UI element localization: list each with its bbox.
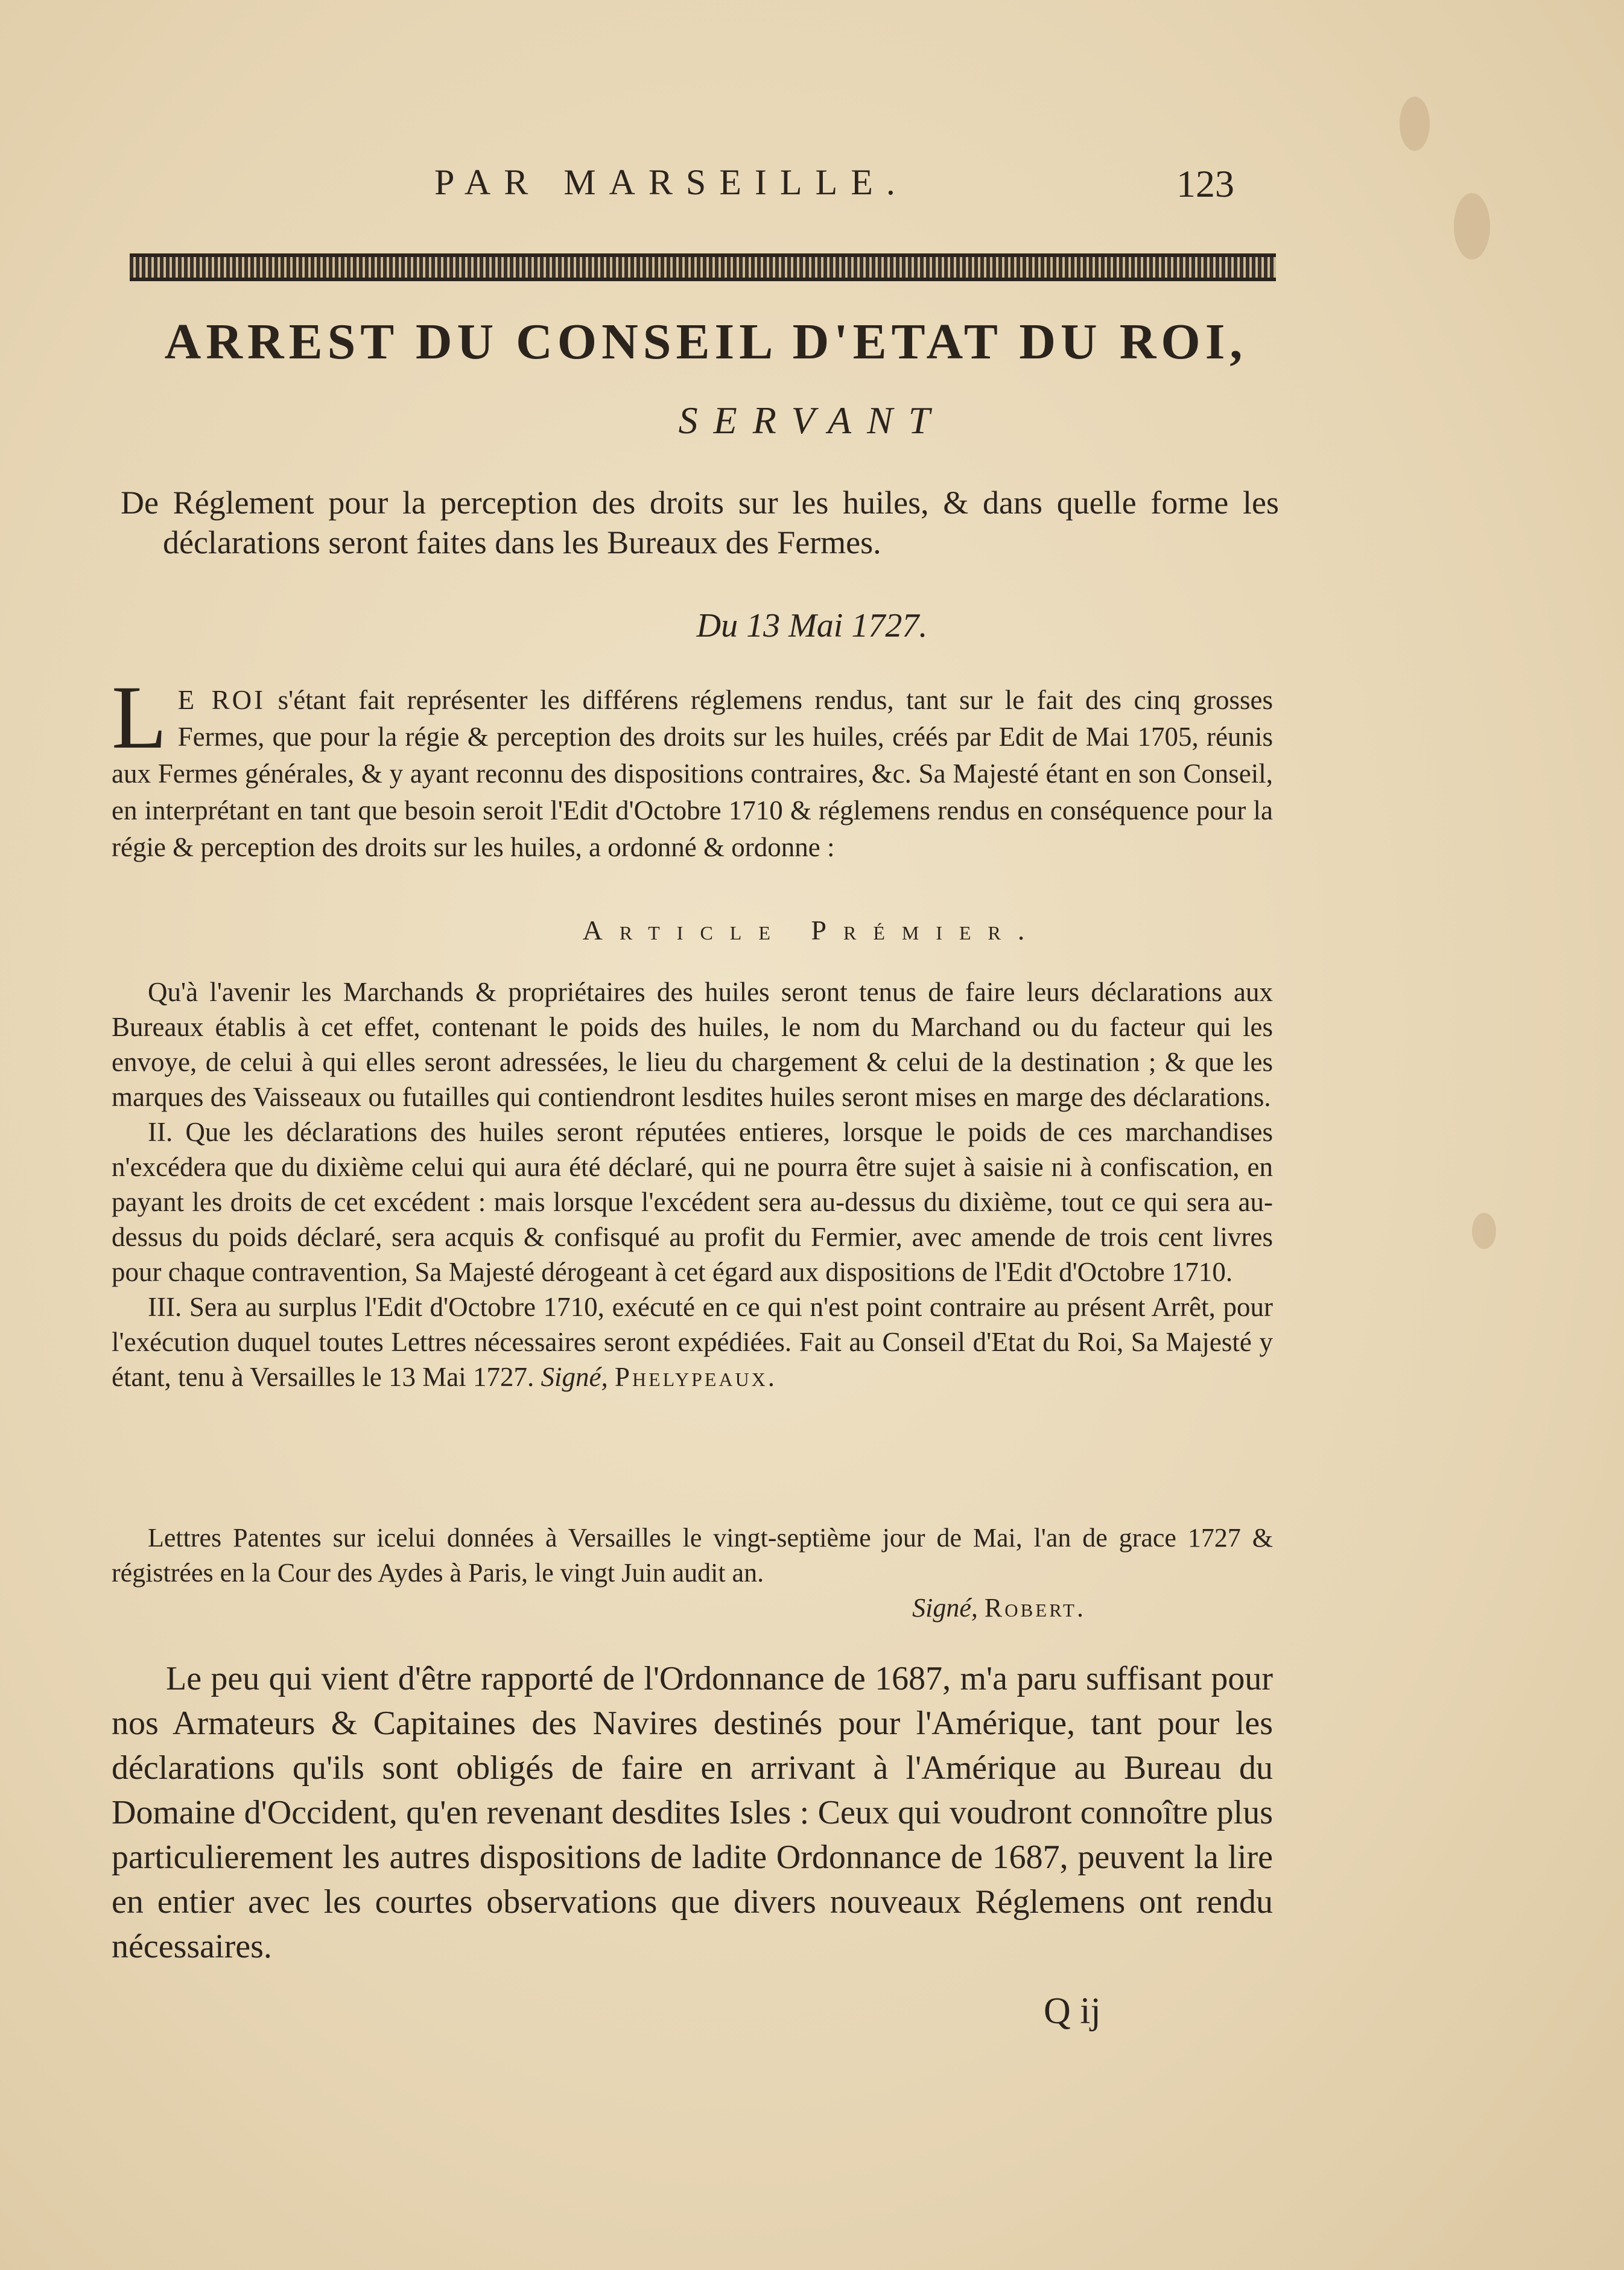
running-head: PAR MARSEILLE. <box>434 162 909 202</box>
paper-stain <box>1400 97 1430 151</box>
signed-label: Signé, <box>912 1593 978 1623</box>
closing-paragraph: Le peu qui vient d'être rapporté de l'Ordonnance de 1687, m'a paru suffisant pour nos Armateurs & Capitaines des Navires destinés pour l'Amérique, tant pour les déclarations qu'ils sont obligés de faire en arrivant à l'Amérique au Bureau du Domaine d'Occident, qu'en revenant desdites Isles : Ceux qui voudront connoître plus particulierement les autres dispositions de ladite Ordonnance de 1687, peuvent la lire en entier avec les courtes observations que divers nouveaux Réglemens ont rendu nécessaires. <box>112 1660 1273 1965</box>
signed-label: Signé, <box>541 1362 608 1392</box>
drop-cap: L <box>112 667 167 768</box>
paper-stain <box>1472 1213 1496 1249</box>
document-date: Du 13 Mai 1727. <box>696 607 928 644</box>
articles-section <box>112 974 1273 1394</box>
preamble-paragraph <box>112 667 1273 866</box>
signer-name: Phelypeaux. <box>614 1362 778 1392</box>
description-rest: quelle forme les déclarations seront faites dans les Bureaux des Fermes. <box>163 485 1280 561</box>
page-number: 123 <box>1176 162 1234 205</box>
article-paragraph <box>112 1289 1273 1394</box>
letters-signature <box>112 1591 1273 1626</box>
article-heading: Article Prémier. <box>582 915 1042 946</box>
signer-name: Robert. <box>984 1593 1086 1623</box>
ornamental-rule <box>130 253 1276 281</box>
preamble-text: s'étant fait représenter les différens réglemens rendus, tant sur le fait des cinq grosses Fermes, que pour la régie & perception des droits sur les huiles, créés par Edit de Mai 1705, réunis aux Fermes générales, & y ayant reconnu des dispositions contraires, &c. Sa Majesté étant en son Conseil, en interprétant en tant que besoin seroit l'Edit d'Octobre 1710 & réglemens rendus en conséquence pour la régie & perception des droits sur les huiles, a ordonné & ordonne : <box>112 685 1273 862</box>
letters-paragraph: Lettres Patentes sur icelui données à Versailles le vingt-septième jour de Mai, l'an de grace 1727 & régistrées en la Cour des Aydes à Paris, le vingt Juin audit an. <box>112 1523 1273 1588</box>
document-title: ARREST DU CONSEIL D'ETAT DU ROI, <box>164 314 1248 370</box>
preamble-lead: E ROI <box>177 685 266 715</box>
paper-stain <box>1454 193 1490 259</box>
article-text: III. Sera au surplus l'Edit d'Octobre 1710, exécuté en ce qui n'est point contraire au présent Arrêt, pour l'exécution duquel toutes Lettres nécessaires seront expédiées. Fait au Conseil d'Etat du Roi, Sa Majesté y étant, tenu à Versailles le 13 Mai 1727. <box>112 1292 1273 1392</box>
description-first-line: De Réglement pour la perception des droits sur les huiles, & dans <box>121 485 1042 521</box>
article-paragraph: II. Que les déclarations des huiles seront réputées entieres, lorsque le poids de ces marchandises n'excédera que du dixième celui qui aura été déclaré, qui ne pourra être sujet à saisie ni à confiscation, en payant les droits de cet excédent : mais lorsque l'excédent sera au-dessus du dixième, tout ce qui sera au-dessus du poids déclaré, sera acquis & confisqué au profit du Fermier, avec amende de trois cent livres pour chaque contravention, Sa Majesté dérogeant à cet égard aux dispositions de l'Edit d'Octobre 1710. <box>112 1117 1273 1287</box>
closing-section <box>112 1656 1273 1969</box>
letters-patent-section <box>112 1521 1273 1626</box>
signature-mark: Q ij <box>1044 1991 1101 2032</box>
article-paragraph: Qu'à l'avenir les Marchands & propriétaires des huiles seront tenus de faire leurs déclarations aux Bureaux établis à cet effet, contenant le poids des huiles, le nom du Marchand ou du facteur qui les envoye, de celui à qui elles seront adressées, le lieu du chargement & celui de la destination ; & que les marques des Vaisseaux ou futailles qui contiendront lesdites huiles seront mises en marge des déclarations. <box>112 977 1273 1112</box>
document-subtitle: SERVANT <box>678 399 946 442</box>
document-description <box>121 483 1279 562</box>
